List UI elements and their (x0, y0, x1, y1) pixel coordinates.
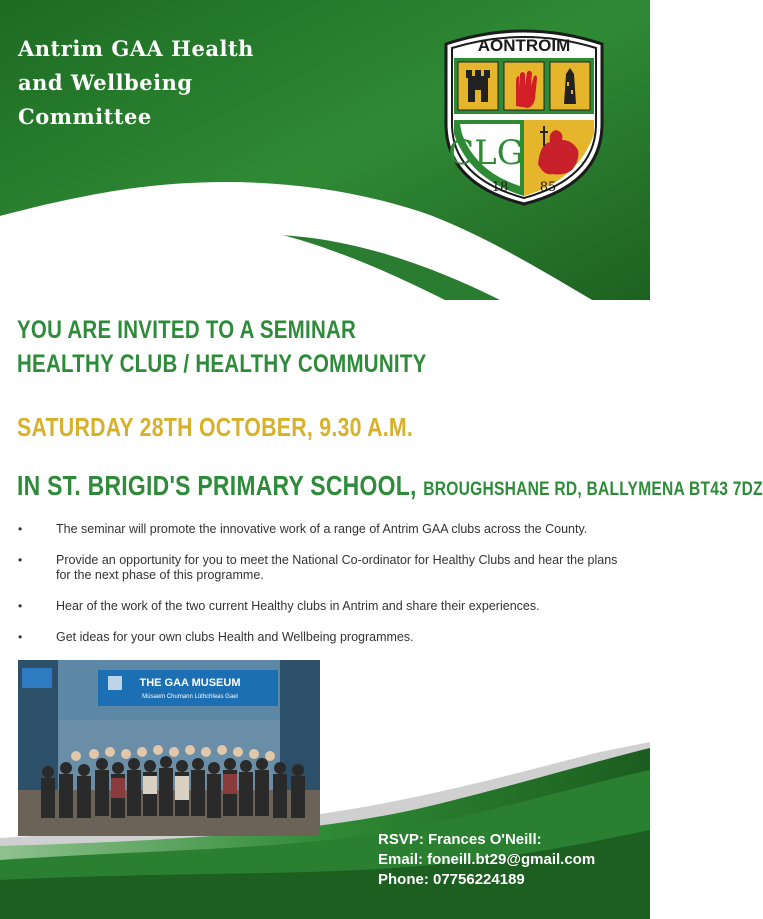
title-line-1: Antrim GAA Health (18, 36, 254, 61)
crest-year-left: 18 (491, 180, 509, 195)
photo-sign-title: THE GAA MUSEUM (139, 677, 241, 689)
list-item (18, 599, 618, 614)
bullet-marker: • (18, 599, 23, 613)
event-date: SATURDAY 28TH OCTOBER, 9.30 A.M. (17, 412, 414, 442)
rsvp-phone[interactable]: Phone: 07756224189 (378, 871, 525, 888)
crest-letters: CLG (448, 133, 524, 173)
bullet-marker: • (18, 630, 23, 644)
photo-sign-subtitle: Músaem Chumann Lúthchleas Gael (142, 694, 238, 700)
committee-title (18, 32, 254, 134)
venue-name: IN ST. BRIGID'S PRIMARY SCHOOL, (17, 470, 417, 501)
venue-address: BROUGHSHANE RD, BALLYMENA BT43 7DZ (423, 479, 763, 500)
bullet-text: Get ideas for your own clubs Health and Wellbeing programmes. (56, 630, 414, 644)
crest-name: AONTROIM (477, 36, 571, 55)
bullet-marker: • (18, 553, 23, 567)
crest-year-right: 85 (539, 180, 557, 195)
rsvp-name: RSVP: Frances O'Neill: (378, 831, 542, 848)
bullet-text: The seminar will promote the innovative work of a range of Antrim GAA clubs across the County. (56, 522, 588, 536)
title-line-2: and Wellbeing (18, 70, 193, 95)
seminar-subtitle: HEALTHY CLUB / HEALTHY COMMUNITY (17, 350, 427, 378)
list-item (18, 553, 618, 583)
antrim-gaa-crest (440, 24, 608, 206)
list-item (18, 522, 618, 537)
event-venue (17, 470, 763, 502)
bullet-text: Provide an opportunity for you to meet the National Co-ordinator for Healthy Clubs and hear the plans for the next phase of this programme. (56, 553, 618, 582)
invite-heading: YOU ARE INVITED TO A SEMINAR (17, 316, 357, 344)
group-photo (18, 660, 320, 836)
bullet-marker: • (18, 522, 23, 536)
title-line-3: Committee (18, 104, 152, 129)
bullet-text: Hear of the work of the two current Healthy clubs in Antrim and share their experiences. (56, 599, 540, 613)
rsvp-contact (378, 830, 595, 890)
seminar-bullet-list (18, 522, 618, 661)
rsvp-email[interactable]: Email: foneill.bt29@gmail.com (378, 851, 596, 868)
list-item (18, 630, 618, 645)
